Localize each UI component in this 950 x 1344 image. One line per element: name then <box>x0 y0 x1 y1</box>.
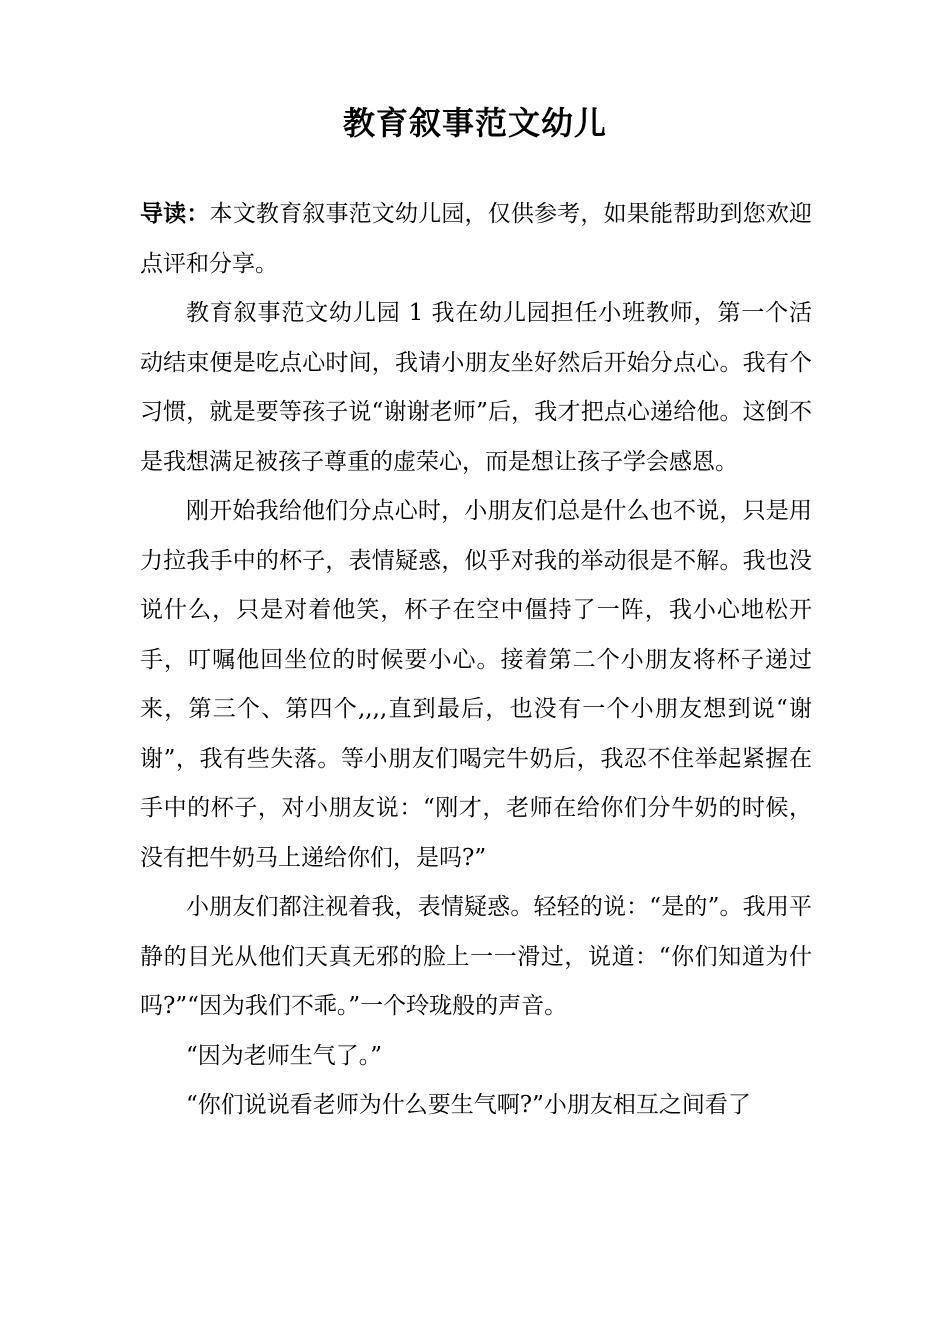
lead-text: 本文教育叙事范文幼儿园，仅供参考，如果能帮助到您欢迎点评和分享。 <box>140 201 813 277</box>
paragraph-5: “你们说说看老师为什么要生气啊?”小朋友相互之间看了 <box>186 1092 751 1118</box>
paragraph-4: “因为老师生气了。” <box>186 1042 383 1069</box>
lead-paragraph <box>140 190 812 289</box>
paragraph-3: 小朋友们都注视着我，表情疑惑。轻轻的说：“是的”。我用平静的目光从他们天真无邪的脸上一一滑过，说道：“你们知道为什吗?”“因为我们不乖。”一个玲珑般的声音。 <box>140 894 812 1019</box>
document-body <box>140 190 812 1131</box>
paragraph-2: 刚开始我给他们分点心时，小朋友们总是什么也不说，只是用力拉我手中的杯子，表情疑惑，似乎对我的举动很是不解。我也没说什么，只是对着他笑，杯子在空中僵持了一阵，我小心地松开手，叮嘱他回坐位的时候要小心。接着第二个小朋友将杯子递过来，第三个、第四个,,,,直到最后，也没有一个小朋友想到说“谢谢”，我有些失落。等小朋友们喝完牛奶后，我忍不住举起紧握在手中的杯子，对小朋友说：“刚才，老师在给你们分牛奶的时候，没有把牛奶马上递给你们，是吗?” <box>140 498 812 871</box>
paragraph-1: 教育叙事范文幼儿园 1 我在幼儿园担任小班教师，第一个活动结束便是吃点心时间，我请小朋友坐好然后开始分点心。我有个习惯，就是要等孩子说“谢谢老师”后，我才把点心递给他。这倒不是我想满足被孩子尊重的虚荣心，而是想让孩子学会感恩。 <box>140 300 812 475</box>
lead-label: 导读： <box>140 201 210 227</box>
document-title: 教育叙事范文幼儿 <box>342 104 607 142</box>
